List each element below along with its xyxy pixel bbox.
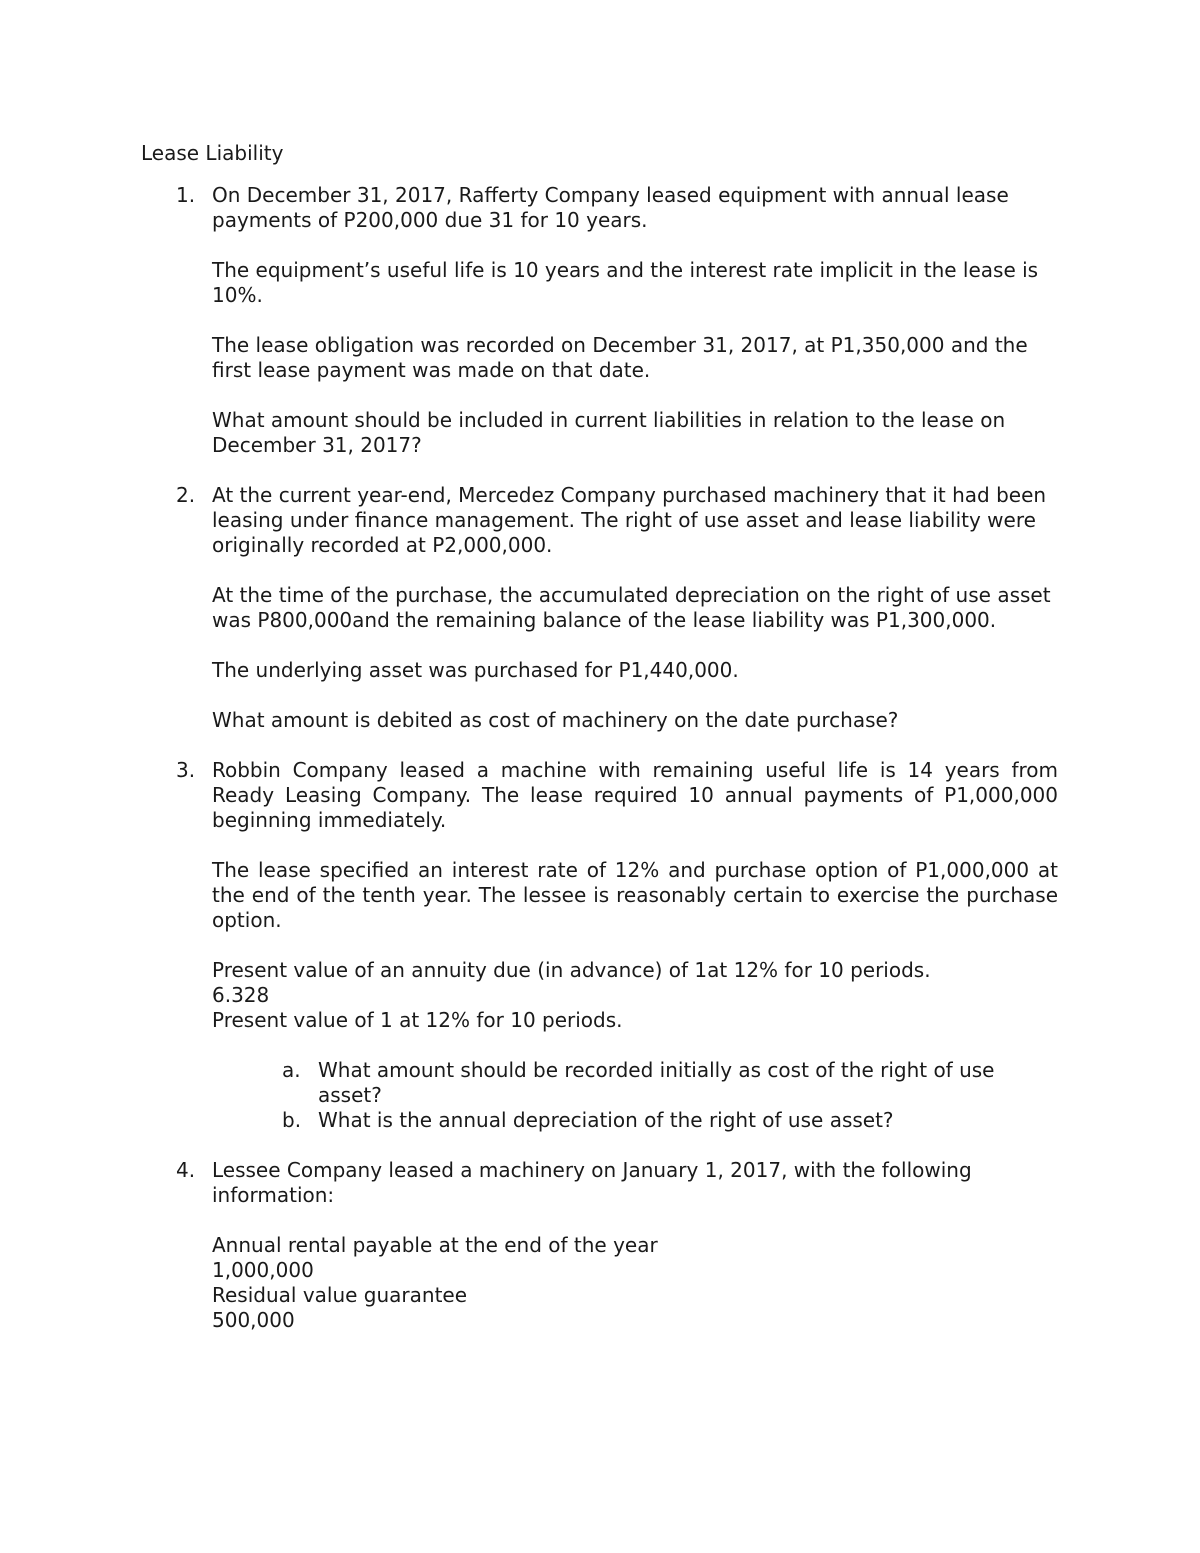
question-number: 1. xyxy=(176,183,196,207)
document-title: Lease Liability xyxy=(141,141,284,165)
question-2 xyxy=(176,483,1058,733)
info-value-rental: 1,000,000 xyxy=(212,1258,314,1282)
info-label-residual: Residual value guarantee xyxy=(212,1283,468,1307)
subquestion-a xyxy=(282,1058,1058,1108)
subquestion-text: What is the annual depreciation of the right of use asset? xyxy=(318,1108,894,1132)
question-paragraph: The underlying asset was purchased for P1,440,000. xyxy=(212,658,739,682)
question-number: 3. xyxy=(176,758,196,782)
question-paragraph: On December 31, 2017, Rafferty Company leased equipment with annual lease payments of P200,000 due 31 for 10 years. xyxy=(212,183,1009,232)
question-paragraph: What amount is debited as cost of machinery on the date purchase? xyxy=(212,708,899,732)
question-paragraph: The equipment’s useful life is 10 years and the interest rate implicit in the lease is 10%. xyxy=(212,258,1039,307)
pv-annuity-line: Present value of an annuity due (in advance) of 1at 12% for 10 periods. xyxy=(212,958,931,982)
question-paragraph: The lease obligation was recorded on December 31, 2017, at P1,350,000 and the first lease payment was made on that date. xyxy=(212,333,1028,382)
subquestion-letter: a. xyxy=(282,1058,301,1082)
question-number: 4. xyxy=(176,1158,196,1182)
question-list xyxy=(176,183,1058,1358)
question-number: 2. xyxy=(176,483,196,507)
pv-single-line: Present value of 1 at 12% for 10 periods. xyxy=(212,1008,623,1032)
subquestion-list xyxy=(212,1058,1058,1133)
question-1 xyxy=(176,183,1058,458)
question-3 xyxy=(176,758,1058,1133)
subquestion-text: What amount should be recorded initially as cost of the right of use asset? xyxy=(318,1058,995,1107)
question-paragraph: At the time of the purchase, the accumulated depreciation on the right of use asset was P800,000and the remaining balance of the lease liability was P1,300,000. xyxy=(212,583,1051,632)
pv-annuity-value: 6.328 xyxy=(212,983,270,1007)
question-paragraph: What amount should be included in current liabilities in relation to the lease on December 31, 2017? xyxy=(212,408,1006,457)
question-4 xyxy=(176,1158,1058,1333)
lease-info-block xyxy=(212,1233,1058,1333)
info-label-rental: Annual rental payable at the end of the year xyxy=(212,1233,658,1257)
question-paragraph: At the current year-end, Mercedez Company purchased machinery that it had been leasing under finance management. The right of use asset and lease liability were originally recorded at P2,000,000. xyxy=(212,483,1047,557)
subquestion-b xyxy=(282,1108,1058,1133)
info-value-residual: 500,000 xyxy=(212,1308,295,1332)
subquestion-letter: b. xyxy=(282,1108,302,1132)
question-paragraph: The lease specified an interest rate of 12% and purchase option of P1,000,000 at the end of the tenth year. The lessee is reasonably certain to exercise the purchase option. xyxy=(212,858,1058,932)
question-paragraph: Robbin Company leased a machine with remaining useful life is 14 years from Ready Leasing Company. The lease required 10 annual payments of P1,000,000 beginning immediately. xyxy=(212,758,1058,832)
present-value-block xyxy=(212,958,1058,1033)
question-paragraph: Lessee Company leased a machinery on January 1, 2017, with the following information: xyxy=(212,1158,972,1207)
